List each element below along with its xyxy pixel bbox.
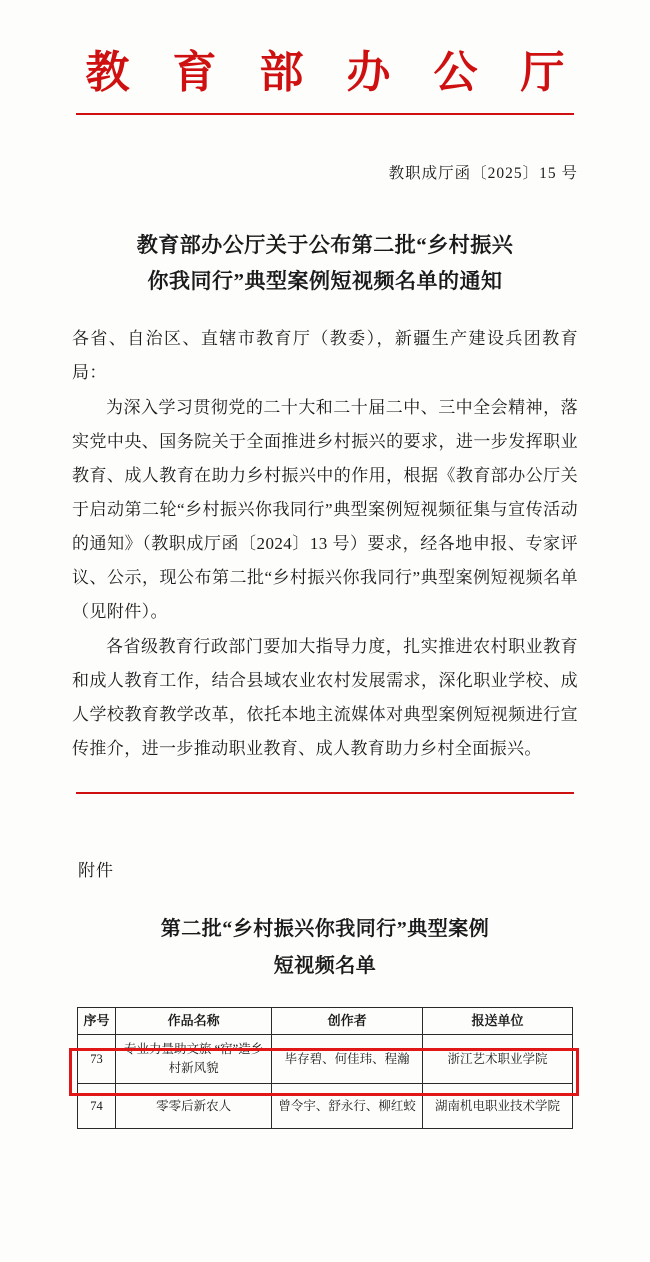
- cell-creator: 曾令宇、舒永行、柳红蛟: [272, 1084, 423, 1129]
- column-header-work-name: 作品名称: [115, 1008, 271, 1035]
- letterhead-divider: [76, 113, 574, 115]
- page-title-line-2: 你我同行”典型案例短视频名单的通知: [147, 269, 503, 294]
- letterhead: [0, 0, 650, 115]
- document-body: [0, 322, 650, 766]
- attachment-title-line-2: 短视频名单: [273, 955, 377, 978]
- section-divider: [76, 792, 574, 794]
- attachment-title: [0, 911, 650, 985]
- table-header-row: [78, 1008, 573, 1035]
- cell-unit: 浙江艺术职业学院: [422, 1034, 572, 1084]
- document-number: 教职成厅函〔2025〕15 号: [388, 164, 578, 182]
- page-title-line-1: 教育部办公厅关于公布第二批“乡村振兴: [136, 232, 514, 257]
- column-header-index: 序号: [78, 1008, 116, 1035]
- table-row: [78, 1084, 573, 1129]
- cell-creator: 毕存碧、何佳玮、程瀚: [272, 1034, 423, 1084]
- cell-work-name: 零零后新农人: [115, 1084, 271, 1129]
- body-paragraph-2: 各省级教育行政部门要加大指导力度，扎实推进农村职业教育和成人教育工作，结合县域农业农村发展需求，深化职业学校、成人学校教育教学改革，依托本地主流媒体对典型案例短视频进行宣传推介，进一步推动职业教育、成人教育助力乡村全面振兴。: [72, 637, 578, 759]
- column-header-unit: 报送单位: [422, 1008, 572, 1035]
- attachment-label: 附件: [78, 861, 114, 881]
- case-list-table-wrapper: [77, 1007, 573, 1129]
- cell-work-name: 专业力量助文旅 “宿”造乡村新风貌: [115, 1034, 271, 1084]
- attachment-title-line-1: 第二批“乡村振兴你我同行”典型案例: [160, 918, 490, 941]
- table-row: [78, 1034, 573, 1084]
- letterhead-organization: 教 育 部 办 公 厅: [85, 48, 581, 97]
- column-header-creator: 创作者: [272, 1008, 423, 1035]
- body-recipient: 各省、自治区、直辖市教育厅（教委），新疆生产建设兵团教育局：: [72, 329, 578, 383]
- body-paragraph-1: 为深入学习贯彻党的二十大和二十届二中、三中全会精神，落实党中央、国务院关于全面推进乡村振兴的要求，进一步发挥职业教育、成人教育在助力乡村振兴中的作用，根据《教育部办公厅关于启动第二轮“乡村振兴你我同行”典型案例短视频征集与宣传活动的通知》（教职成厅函〔2024〕13 号）要求，经各地申报、专家评议、公示，现公布第二批“乡村振兴你我同行”典型案例短视频名单（见附件）。: [72, 398, 578, 622]
- cell-unit: 湖南机电职业技术学院: [422, 1084, 572, 1129]
- document-number-row: [0, 161, 650, 183]
- page-title: [0, 227, 650, 301]
- case-list-table: [77, 1007, 573, 1129]
- cell-index: 74: [78, 1084, 116, 1129]
- cell-index: 73: [78, 1034, 116, 1084]
